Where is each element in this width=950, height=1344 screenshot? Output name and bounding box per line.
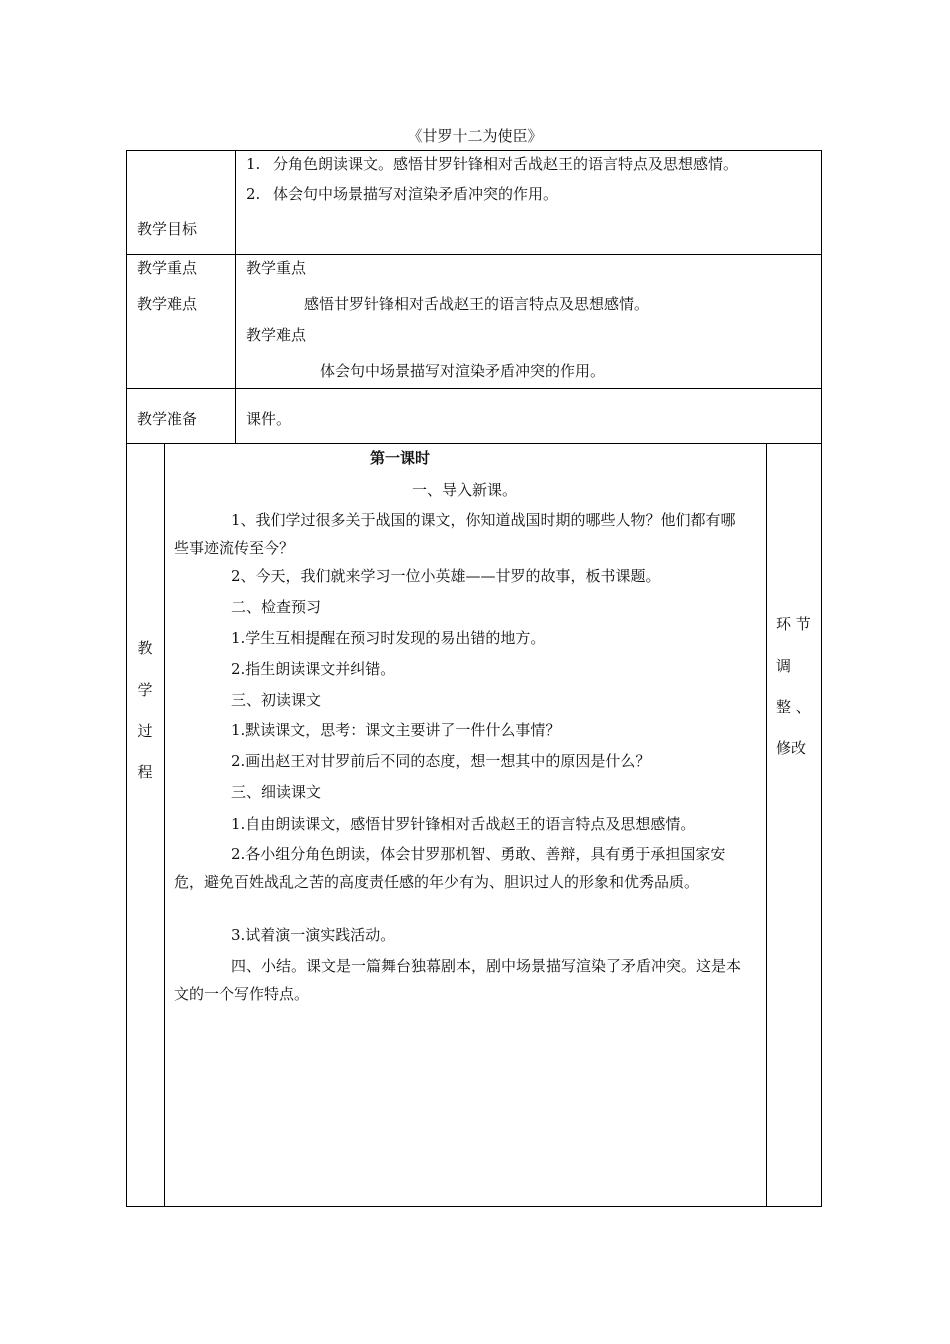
lesson-title: 第一课时 <box>370 449 431 467</box>
adjust-note-line: 修改 <box>776 739 807 757</box>
paragraph: 2、今天，我们就来学习一位小英雄——甘罗的故事，板书课题。 <box>231 567 661 585</box>
paragraph: 1、我们学过很多关于战国的课文，你知道战国时期的哪些人物？他们都有哪些事迹流传至今？ <box>174 511 736 557</box>
difficult-points-text: 体会句中场景描写对渲染矛盾冲突的作用。 <box>320 362 606 380</box>
process-label-char: 程 <box>137 763 153 781</box>
process-label-divider <box>164 443 165 1207</box>
difficult-points-heading: 教学难点 <box>246 326 307 344</box>
list-item: 3.试着演一演实践活动。 <box>231 926 396 944</box>
process-side-divider <box>766 443 767 1207</box>
list-item: 2.各小组分角色朗读，体会甘罗那机智、勇敢、善辩，具有勇于承担国家安危，避免百姓战乱之苦的高度责任感的年少有为、胆识过人的形象和优秀品质。 <box>174 845 726 891</box>
goals-label: 教学目标 <box>137 220 198 238</box>
key-points-label: 教学重点 <box>137 259 198 277</box>
process-label-char: 教 <box>137 639 153 657</box>
process-label-char: 过 <box>137 722 153 740</box>
key-points-text: 感悟甘罗针锋相对舌战赵王的语言特点及思想感情。 <box>304 295 650 313</box>
section-heading: 三、初读课文 <box>231 691 322 709</box>
list-item: 1.自由朗读课文，感悟甘罗针锋相对舌战赵王的语言特点及思想感情。 <box>231 815 696 833</box>
document-title: 《甘罗十二为使臣》 <box>407 127 543 145</box>
summary: 四、小结。课文是一篇舞台独幕剧本，剧中场景描写渲染了矛盾冲突。这是本文的一个写作特点。 <box>174 957 742 1003</box>
row-divider <box>126 388 822 389</box>
list-item: 1.学生互相提醒在预习时发现的易出错的地方。 <box>231 629 546 647</box>
section-heading: 三、细读课文 <box>231 783 322 801</box>
process-label-char: 学 <box>137 681 153 699</box>
goal-number: 1. <box>246 155 261 173</box>
goal-item: 分角色朗读课文。感悟甘罗针锋相对舌战赵王的语言特点及思想感情。 <box>273 155 739 173</box>
table-border-top <box>126 150 822 151</box>
key-points-heading: 教学重点 <box>246 259 307 277</box>
adjust-note-line: 整 、 <box>776 698 811 716</box>
adjust-note-line: 调 <box>776 657 792 675</box>
list-item: 2.指生朗读课文并纠错。 <box>231 660 396 678</box>
table-border-right <box>821 150 822 1207</box>
section-heading: 二、检查预习 <box>231 598 322 616</box>
table-border-bottom <box>126 1206 822 1207</box>
label-column-divider <box>235 150 236 444</box>
adjust-note-line: 环 节 <box>776 615 811 633</box>
goal-item: 体会句中场景描写对渲染矛盾冲突的作用。 <box>273 185 559 203</box>
table-border-left <box>126 150 127 1207</box>
difficult-points-label: 教学难点 <box>137 295 198 313</box>
goal-number: 2. <box>246 185 261 203</box>
prep-text: 课件。 <box>246 410 292 428</box>
row-divider <box>126 254 822 255</box>
prep-label: 教学准备 <box>137 410 198 428</box>
section-heading: 一、导入新课。 <box>412 481 518 499</box>
row-divider <box>126 443 822 444</box>
list-item: 2.画出赵王对甘罗前后不同的态度，想一想其中的原因是什么？ <box>231 752 651 770</box>
list-item: 1.默读课文，思考：课文主要讲了一件什么事情？ <box>231 721 561 739</box>
